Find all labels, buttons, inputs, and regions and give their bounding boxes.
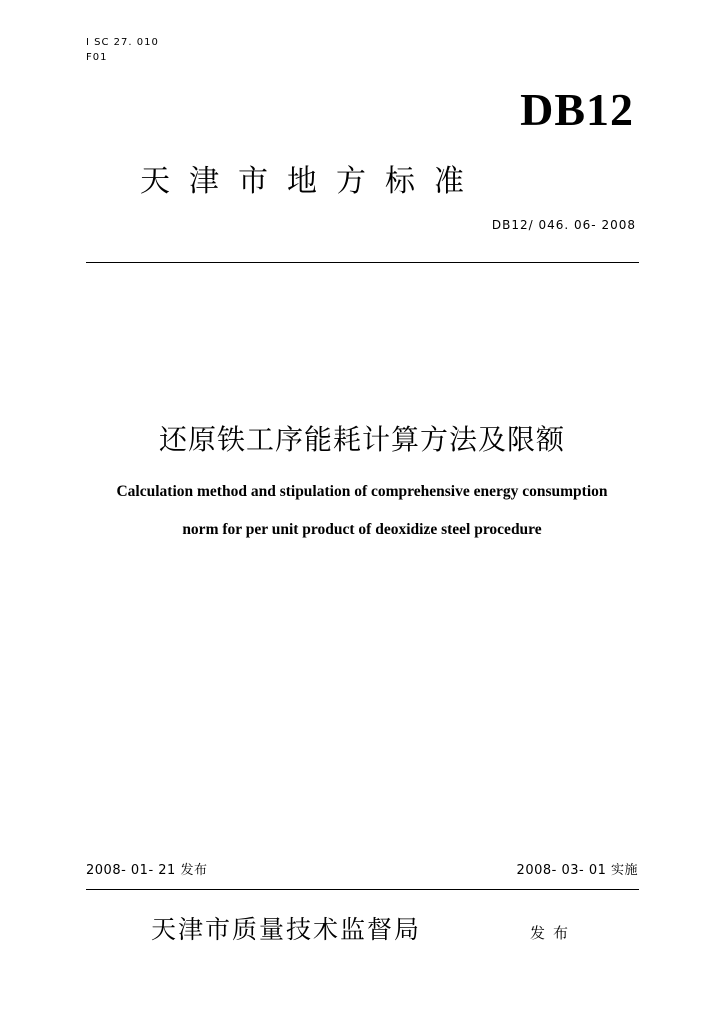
publisher-name: 天津市质量技术监督局 — [151, 915, 422, 944]
implement-date: 2008- 03- 01 实施 — [516, 863, 638, 878]
ics-code: I SC 27. 010 — [86, 37, 159, 48]
publish-date: 2008- 01- 21 发布 — [86, 863, 208, 878]
document-title-english-line1: Calculation method and stipulation of comprehensive energy consumption — [116, 483, 608, 500]
classification-code: F01 — [86, 52, 108, 63]
document-title-english-line2: norm for per unit product of deoxidize steel procedure — [182, 521, 542, 538]
top-divider — [86, 262, 639, 263]
standard-type-title: 天津市地方标准 — [140, 164, 483, 199]
bottom-divider — [86, 889, 639, 890]
document-title-chinese: 还原铁工序能耗计算方法及限额 — [158, 423, 565, 456]
issue-label: 发布 — [530, 924, 577, 942]
db-code: DB12 — [520, 84, 634, 135]
standard-number: DB12/ 046. 06- 2008 — [491, 218, 636, 232]
